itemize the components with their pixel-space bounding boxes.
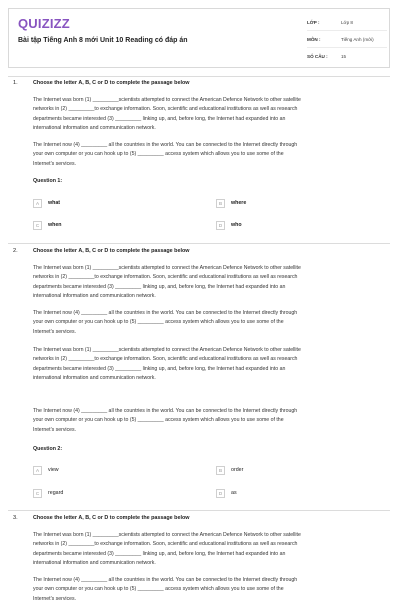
passage-paragraph xyxy=(33,346,391,383)
passage-line: your own computer or you can hook up to (5) _________ access system which allows you to use some of the xyxy=(33,151,284,158)
passage-paragraph xyxy=(33,96,391,133)
passage-line: departments became interested (3) _________ linking up, and, before long, the Internet had expanded into an xyxy=(33,365,286,372)
option-text: when xyxy=(48,222,62,228)
question-prompt: Choose the letter A, B, C or D to complete the passage below xyxy=(33,248,190,254)
question-prompt: Choose the letter A, B, C or D to complete the passage below xyxy=(33,515,190,521)
meta-value: Tiếng Anh (mới) xyxy=(341,36,374,42)
passage-line: departments became interested (3) _________ linking up, and, before long, the Internet had expanded into an xyxy=(33,115,286,122)
passage-line: networks in (2) _________to exchange information. Soon, scientific and educational institutions as well as research xyxy=(33,356,298,363)
passage-line: The Internet was born (1) _________scientists attempted to connect the American Defence Network to other satellite xyxy=(33,97,301,103)
passage-line: networks in (2) _________to exchange information. Soon, scientific and educational institutions as well as research xyxy=(33,274,298,281)
option-b[interactable] xyxy=(216,465,243,475)
option-text: order xyxy=(231,467,244,473)
passage-line: Internet's services. xyxy=(33,160,77,167)
passage-line: The Internet was born (1) _________scientists attempted to connect the American Defence Network to other satellite xyxy=(33,347,301,353)
passage-line: The Internet was born (1) _________scientists attempted to connect the American Defence Network to other satellite xyxy=(33,532,301,538)
option-text: what xyxy=(48,200,61,206)
passage-line: your own computer or you can hook up to (5) _________ access system which allows you to use some of the xyxy=(33,417,284,424)
passage-paragraph xyxy=(33,531,391,568)
option-letter-box: C xyxy=(33,489,42,498)
option-a[interactable] xyxy=(33,465,59,475)
worksheet-header xyxy=(8,8,390,68)
question-label: Question 1: xyxy=(33,178,63,184)
meta-row-subject xyxy=(307,31,387,48)
question-prompt: Choose the letter A, B, C or D to complete the passage below xyxy=(33,80,190,86)
option-letter-box: D xyxy=(216,489,225,498)
meta-row-class xyxy=(307,14,387,31)
question-label: Question 2: xyxy=(33,446,63,452)
passage-line: The Internet now (4) _________ all the countries in the world. You can be connected to the Internet directly through xyxy=(33,408,298,414)
passage-line: international information and communication network. xyxy=(33,374,156,381)
worksheet-title: Bài tập Tiếng Anh 8 mới Unit 10 Reading có đáp án xyxy=(18,37,188,44)
passage-paragraph xyxy=(33,264,391,301)
option-letter-box: D xyxy=(216,221,225,230)
question-number: 3. xyxy=(13,515,18,521)
question-number: 1. xyxy=(13,80,18,86)
passage-line: networks in (2) _________to exchange information. Soon, scientific and educational institutions as well as research xyxy=(33,541,298,548)
passage-line: international information and communication network. xyxy=(33,292,156,299)
passage-line: your own computer or you can hook up to (5) _________ access system which allows you to use some of the xyxy=(33,586,284,593)
meta-value: Lớp 8 xyxy=(341,19,353,25)
option-letter-box: A xyxy=(33,466,42,475)
option-letter-box: B xyxy=(216,199,225,208)
option-text: who xyxy=(231,222,242,228)
divider xyxy=(8,243,390,244)
option-letter-box: C xyxy=(33,221,42,230)
option-d[interactable] xyxy=(216,488,237,498)
divider xyxy=(8,76,390,77)
passage-line: The Internet was born (1) _________scientists attempted to connect the American Defence Network to other satellite xyxy=(33,265,301,271)
meta-value: 15 xyxy=(341,53,347,59)
option-d[interactable] xyxy=(216,220,242,230)
passage-line: international information and communication network. xyxy=(33,559,156,566)
option-text: where xyxy=(231,200,247,206)
passage-line: networks in (2) _________to exchange information. Soon, scientific and educational institutions as well as research xyxy=(33,106,298,113)
option-c[interactable] xyxy=(33,220,62,230)
passage-line: Internet's services. xyxy=(33,426,77,433)
option-letter-box: A xyxy=(33,199,42,208)
question-number: 2. xyxy=(13,248,18,254)
passage-line: departments became interested (3) _________ linking up, and, before long, the Internet had expanded into an xyxy=(33,550,286,557)
passage-line: international information and communication network. xyxy=(33,124,156,131)
quizizz-logo: QUIZIZZ xyxy=(18,16,70,31)
passage-line: The Internet now (4) _________ all the countries in the world. You can be connected to the Internet directly through xyxy=(33,577,298,583)
option-text: view xyxy=(48,467,59,473)
passage-line: The Internet now (4) _________ all the countries in the world. You can be connected to the Internet directly through xyxy=(33,310,298,316)
passage-paragraph xyxy=(33,407,391,435)
option-c[interactable] xyxy=(33,488,63,498)
option-text: regard xyxy=(48,490,64,496)
meta-label: LỚP : xyxy=(307,19,320,25)
option-text: as xyxy=(231,490,237,496)
meta-label: SỐ CÂU : xyxy=(307,53,328,59)
passage-line: Internet's services. xyxy=(33,328,77,335)
option-letter-box: B xyxy=(216,466,225,475)
passage-line: The Internet now (4) _________ all the countries in the world. You can be connected to the Internet directly through xyxy=(33,142,298,148)
passage-paragraph xyxy=(33,309,391,337)
passage-line: departments became interested (3) _________ linking up, and, before long, the Internet had expanded into an xyxy=(33,283,286,290)
meta-row-count xyxy=(307,48,387,64)
divider xyxy=(8,510,390,511)
passage-line: Internet's services. xyxy=(33,595,77,602)
option-b[interactable] xyxy=(216,198,246,208)
worksheet-meta xyxy=(307,14,387,64)
passage-line: your own computer or you can hook up to (5) _________ access system which allows you to use some of the xyxy=(33,319,284,326)
meta-label: MÔN : xyxy=(307,36,321,42)
option-a[interactable] xyxy=(33,198,60,208)
passage-paragraph xyxy=(33,141,391,169)
